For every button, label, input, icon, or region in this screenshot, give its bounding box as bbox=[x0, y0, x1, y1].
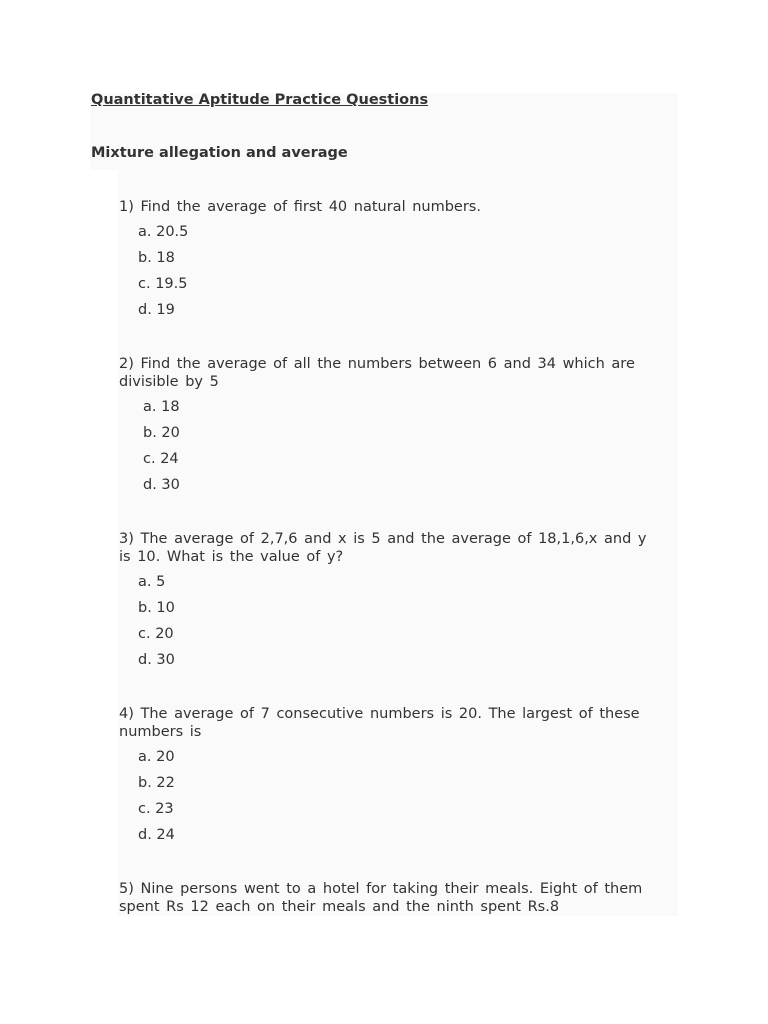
question-2-option-c: c. 24 bbox=[143, 451, 179, 467]
question-3-option-c: c. 20 bbox=[138, 626, 174, 642]
question-2-option-b: b. 20 bbox=[143, 425, 180, 441]
question-4-text: 4) The average of 7 consecutive numbers is 20. The largest of these numbers is bbox=[119, 706, 640, 740]
question-5-text: 5) Nine persons went to a hotel for taking their meals. Eight of them spent Rs 12 each on their meals and the ninth spent Rs.8 bbox=[119, 881, 643, 915]
question-1-text: 1) Find the average of first 40 natural numbers. bbox=[119, 199, 481, 215]
question-3-text: 3) The average of 2,7,6 and x is 5 and the average of 18,1,6,x and y is 10. What is the value of y? bbox=[119, 531, 647, 565]
question-3-option-d: d. 30 bbox=[138, 652, 175, 668]
question-1-option-d: d. 19 bbox=[138, 302, 175, 318]
question-2-text: 2) Find the average of all the numbers between 6 and 34 which are divisible by 5 bbox=[119, 356, 635, 390]
question-3-option-a: a. 5 bbox=[138, 574, 166, 590]
document-title: Quantitative Aptitude Practice Questions bbox=[91, 92, 429, 108]
question-2-option-a: a. 18 bbox=[143, 399, 180, 415]
question-4-option-d: d. 24 bbox=[138, 827, 175, 843]
question-4-option-a: a. 20 bbox=[138, 749, 175, 765]
question-2-option-d: d. 30 bbox=[143, 477, 180, 493]
question-1-option-b: b. 18 bbox=[138, 250, 175, 266]
question-4-option-b: b. 22 bbox=[138, 775, 175, 791]
question-1-option-c: c. 19.5 bbox=[138, 276, 188, 292]
section-heading: Mixture allegation and average bbox=[91, 145, 348, 161]
question-1-option-a: a. 20.5 bbox=[138, 224, 189, 240]
question-3-option-b: b. 10 bbox=[138, 600, 175, 616]
question-4-option-c: c. 23 bbox=[138, 801, 174, 817]
